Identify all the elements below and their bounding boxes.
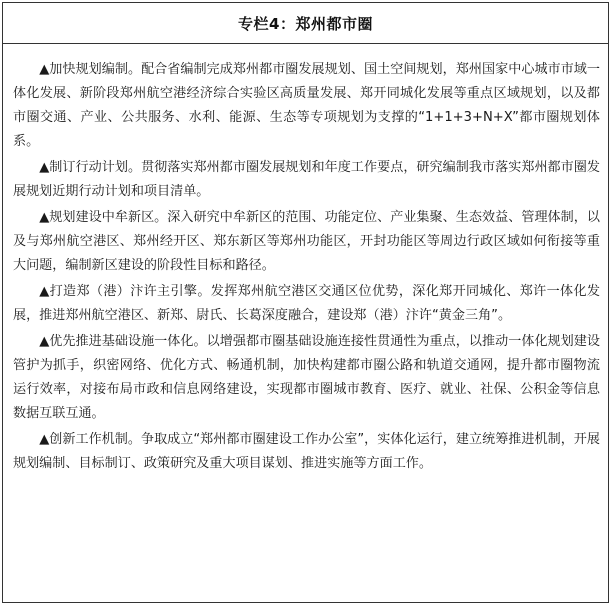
paragraph-work-mechanism: ▲创新工作机制。争取成立“郑州都市圈建设工作办公室”，实体化运行，建立统筹推进机制，开展规划编制、目标制订、政策研究及重大项目谋划、推进实施等方面工作。 [13, 432, 600, 471]
column-box [2, 2, 609, 603]
paragraph-infrastructure: ▲优先推进基础设施一体化。以增强都市圈基础设施连接性贯通性为重点，以推动一体化规划建设管护为抓手，织密网络、优化方式、畅通机制，加快构建都市圈公路和轨道交通网，提升都市圈物流运行效率，对接布局市政和信息网络建设，实现都市圈城市教育、医疗、就业、社保、公积金等信息数据互联互通。 [13, 334, 600, 421]
paragraph-planning: ▲加快规划编制。配合省编制完成郑州都市圈发展规划、国土空间规划，郑州国家中心城市市域一体化发展、新阶段郑州航空港经济综合实验区高质量发展、郑开同城化发展等重点区域规划，以及都市圈交通、产业、公共服务、水利、能源、生态等专项规划为支撑的“1+1+3+N+X”都市圈规划体系。 [13, 62, 600, 149]
column-header [3, 3, 608, 44]
paragraph-main-engine: ▲打造郑（港）汴许主引擎。发挥郑州航空港区交通区位优势，深化郑开同城化、郑许一体化发展，推进郑州航空港区、新郑、尉氏、长葛深度融合，建设郑（港）汴许“黄金三角”。 [13, 284, 600, 323]
paragraph-action-plan: ▲制订行动计划。贯彻落实郑州都市圈发展规划和年度工作要点，研究编制我市落实郑州都市圈发展规划近期行动计划和项目清单。 [13, 160, 600, 199]
column-title: 专栏4：郑州都市圈 [238, 14, 373, 33]
column-body [3, 44, 608, 476]
paragraph-zhongmou-district: ▲规划建设中牟新区。深入研究中牟新区的范围、功能定位、产业集聚、生态效益、管理体制，以及与郑州航空港区、郑州经开区、郑东新区等郑州功能区，开封功能区等周边行政区域如何衔接等重大问题，编制新区建设的阶段性目标和路径。 [13, 210, 600, 273]
